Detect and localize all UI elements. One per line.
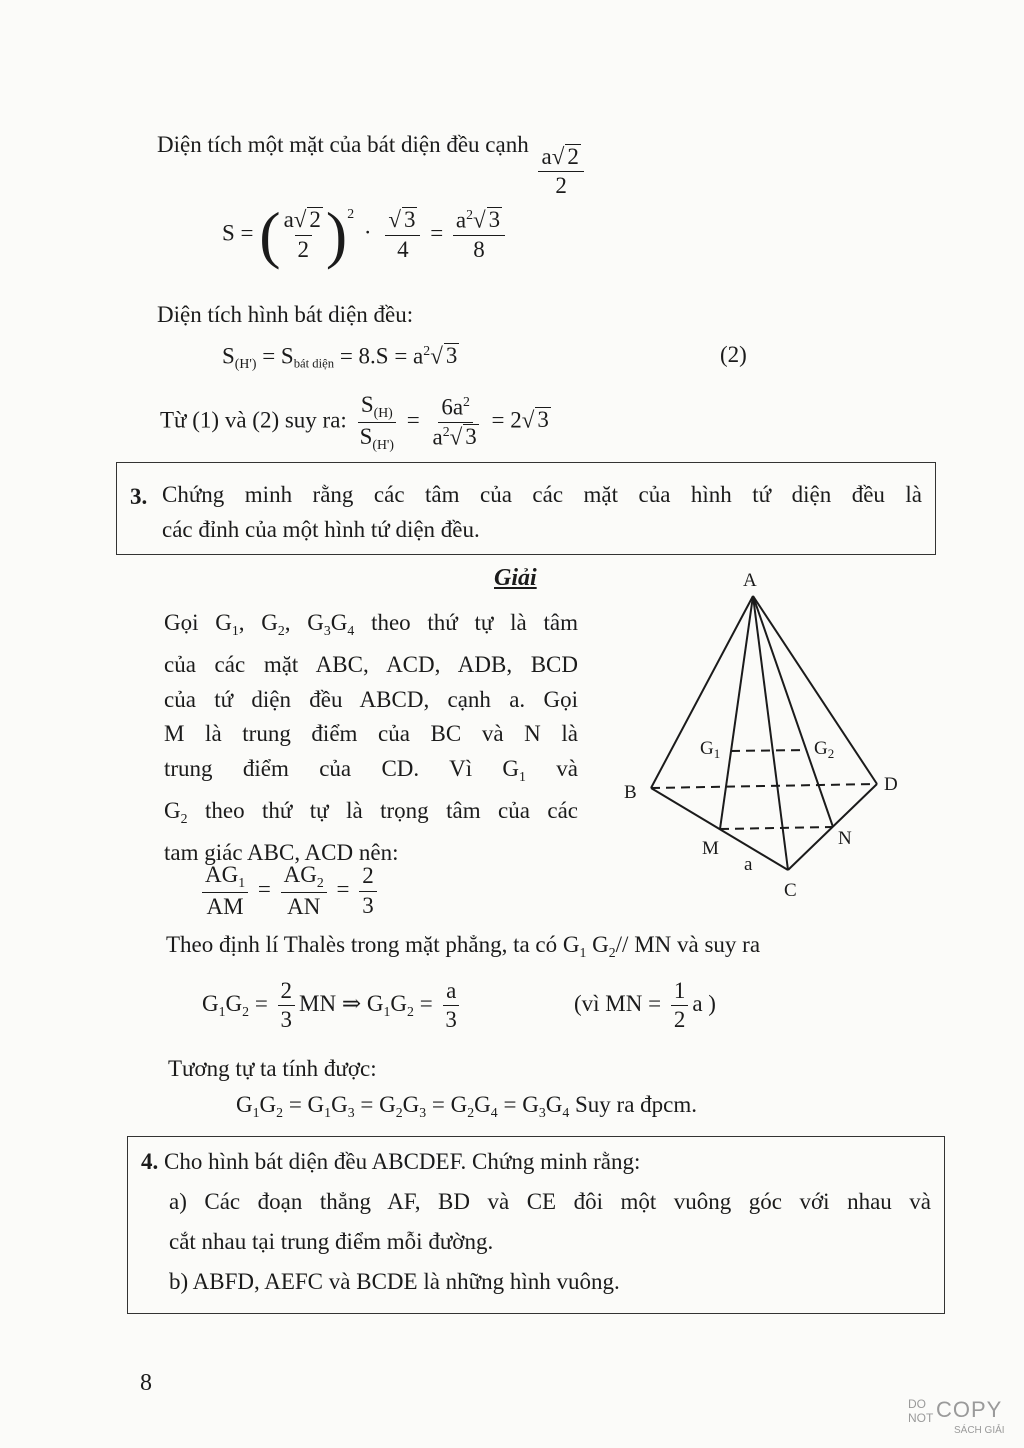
- similar-line: Tương tự ta tính được:: [168, 1056, 377, 1081]
- watermark-logo: DO NOT COPY SÁCH GIẢI: [908, 1397, 1005, 1436]
- equation-tag-2: (2): [720, 342, 747, 367]
- label-edge-a: a: [744, 854, 753, 875]
- problem-4-text: 4. Cho hình bát diện đều ABCDEF. Chứng minh rằng: a) Các đoạn thẳng AF, BD và CE đôi một vuông góc với nhau và cắt nhau tại trung điểm mỗi đường. b) ABFD, AEFC và BCDE là những hình vuông.: [141, 1149, 931, 1294]
- mn-note: (vì MN = $\frac{1}{2}$ a ): [574, 978, 716, 1033]
- octahedron-area-heading: Diện tích hình bát diện đều:: [157, 302, 414, 327]
- tetrahedron-figure: [600, 560, 930, 910]
- problem-3-number: 3.: [130, 484, 148, 509]
- label-c: C: [784, 880, 797, 901]
- solution-3-text: Gọi $G_1$, $G_2$, $G_3G_4$ theo thứ tự là tâm của các mặt ABC, ACD, ADB, BCD của tứ diện đều ABCD, cạnh a. Gọi M là trung điểm của BC và N là trung điểm của CD. Vì $G_1$ và $G_2$ theo thứ tự là trọng tâm của các tam giác ABC, ACD nên:: [164, 610, 578, 866]
- label-m: M: [702, 838, 719, 859]
- median-am: [720, 596, 753, 829]
- edge-ab: [651, 596, 753, 788]
- median-an: [753, 596, 833, 827]
- solution-heading: Giải: [494, 565, 537, 591]
- problem-4-number: 4.: [141, 1149, 159, 1174]
- label-g2: $G_2$: [814, 738, 835, 761]
- segment-mn: [720, 827, 833, 829]
- edge-bd-hidden: [651, 784, 877, 788]
- centroid-ratio: $\frac{AG_1}{AM}$ = $\frac{AG_2}{AN}$ = $\frac{2}{3}$: [198, 862, 381, 920]
- face-area-line: Diện tích một mặt của bát diện đều cạnh $\frac{a√ 2}{2}$: [157, 132, 588, 200]
- page-number: 8: [140, 1370, 152, 1396]
- label-a: A: [743, 570, 757, 591]
- label-g1: $G_1$: [700, 738, 721, 761]
- ratio-line: Từ (1) và (2) suy ra: $\frac{S_{(H)}}{S_{(H')}}$ = $\frac{6a^2}{a^2√ 3}$ = 2√ 3: [160, 392, 549, 452]
- g1g2-equation: $G_1G_2$ = $\frac{2}{3}$ MN ⇒ $G_1G_2$ = $\frac{a}{3}$: [202, 978, 464, 1034]
- thales-line: Theo định lí Thalès trong mặt phẳng, ta có $G_1$ $G_2//$ MN và suy ra: [166, 932, 761, 960]
- label-d: D: [884, 774, 898, 795]
- segment-g1g2: [731, 750, 806, 751]
- label-b: B: [624, 782, 637, 803]
- problem-3-text: Chứng minh rằng các tâm của các mặt của hình tứ diện đều là các đỉnh của một hình tứ diện đều.: [162, 482, 922, 542]
- final-equality: $G_1G_2 = G_1G_3 = G_2G_3 = G_2G_4 = G_3G_4$ Suy ra đpcm.: [236, 1092, 698, 1120]
- face-area-formula: S = ( $\frac{a√ 2}{2}$ )$^2$ · $\frac{√ 3}{4}$ = $\frac{a^2√ 3}{8}$: [222, 203, 509, 267]
- edge-fraction: $\frac{a√ 2}{2}$: [538, 144, 583, 200]
- octahedron-area-formula: $S_{(H')} = S_{bát diện} = 8.S = a^2√$ 3: [222, 343, 458, 372]
- label-n: N: [838, 828, 852, 849]
